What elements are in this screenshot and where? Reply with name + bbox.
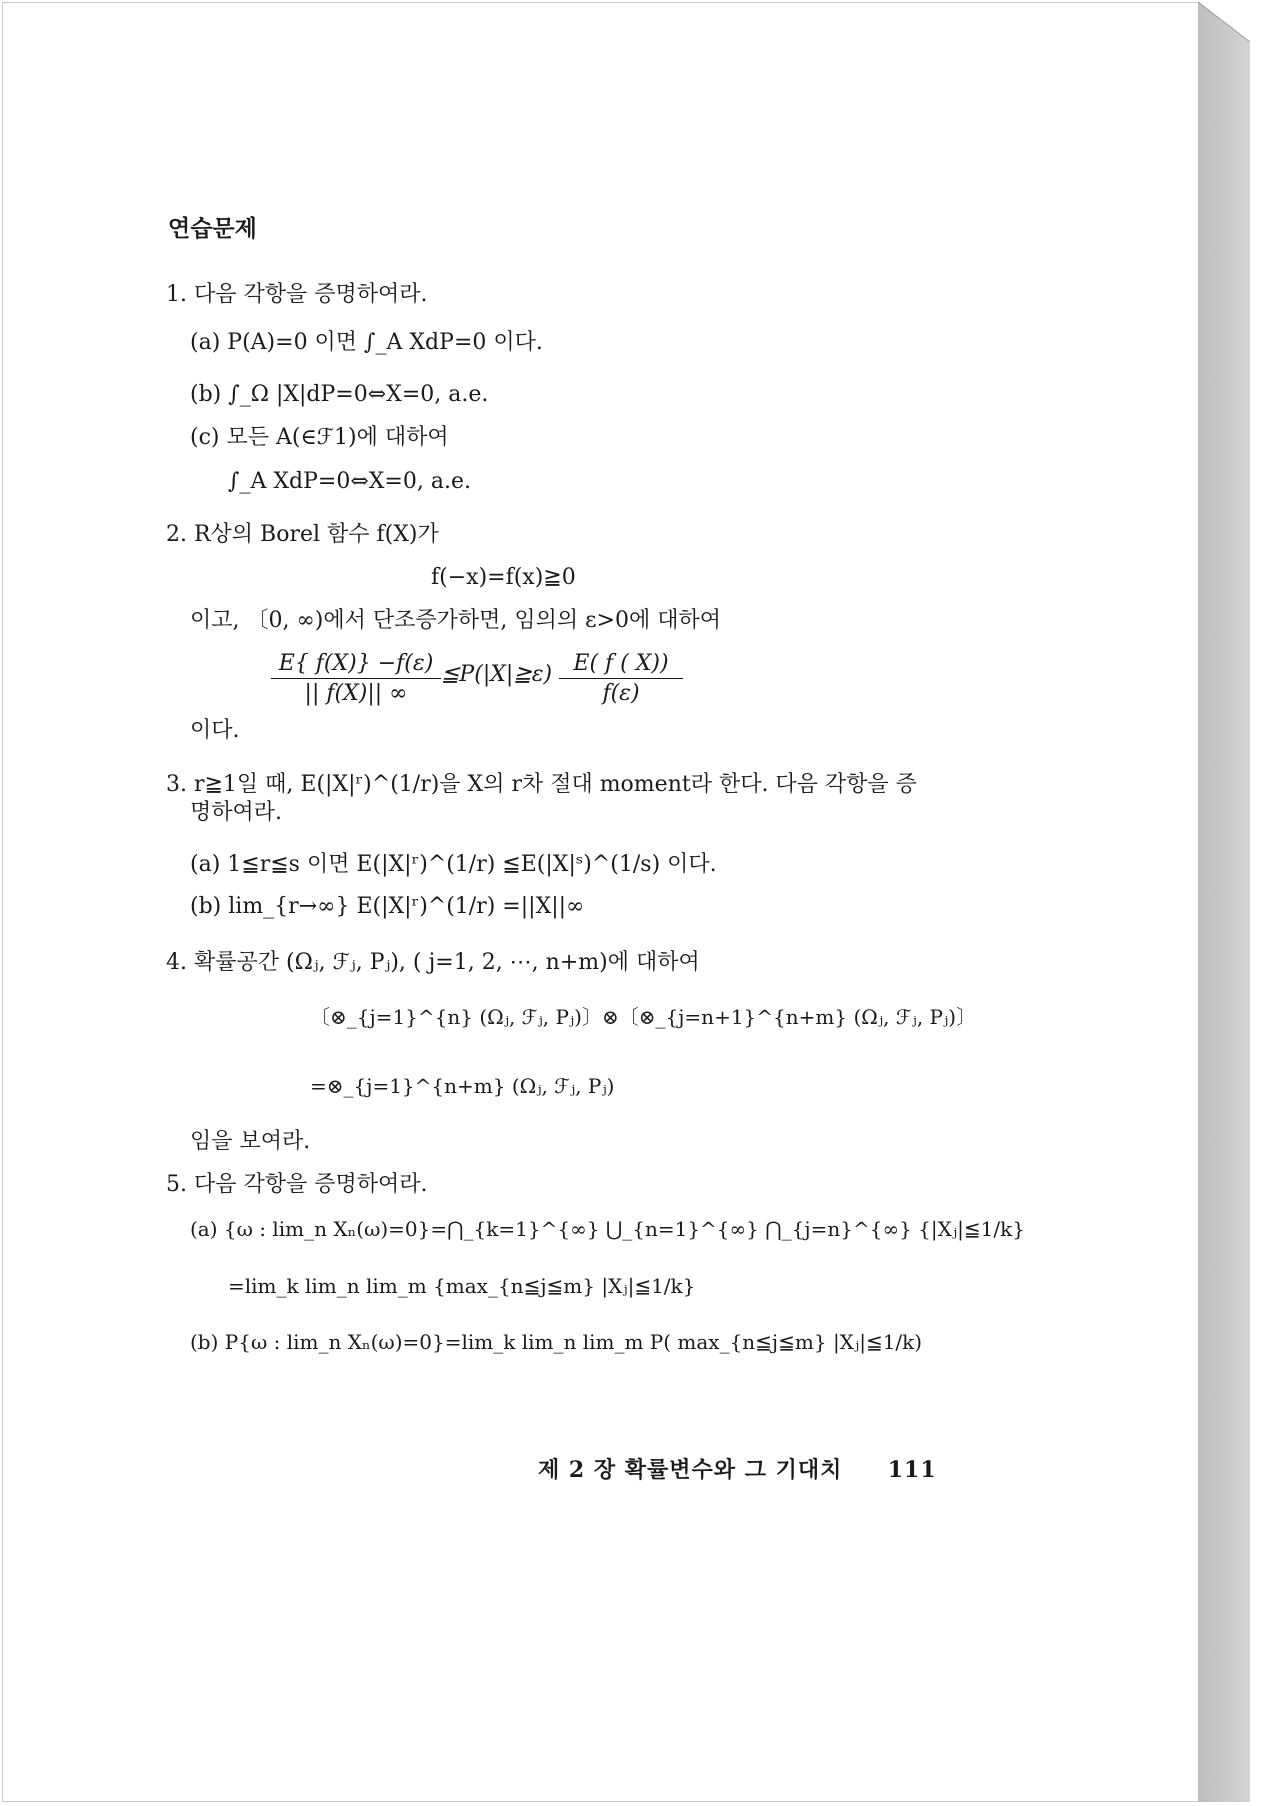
problem-2-fraction-right-denominator: f(ε) xyxy=(602,681,640,706)
problem-4-equation-line2: =⊗_{j=1}^{n+m} (Ωⱼ, ℱⱼ, Pⱼ) xyxy=(310,1074,615,1098)
page-stack-edge xyxy=(1198,2,1278,1802)
problem-4-end: 임을 보여라. xyxy=(190,1129,311,1154)
chapter-footer xyxy=(538,1453,937,1484)
problem-3a: (a) 1≦r≦s 이면 E(|X|ʳ)^(1/r) ≦E(|X|ˢ)^(1/s) 이다. xyxy=(190,852,717,877)
problem-5-intro: 5. 다음 각항을 증명하여라. xyxy=(166,1172,428,1197)
problem-1a: (a) P(A)=0 이면 ∫_A XdP=0 이다. xyxy=(190,330,543,355)
problem-2-condition: 이고, 〔0, ∞)에서 단조증가하면, 임의의 ε>0에 대하여 xyxy=(190,608,721,633)
section-heading: 연습문제 xyxy=(168,216,257,242)
problem-4-equation-line1: 〔⊗_{j=1}^{n} (Ωⱼ, ℱⱼ, Pⱼ)〕⊗〔⊗_{j=n+1}^{n+m} (Ωⱼ, ℱⱼ, Pⱼ)〕 xyxy=(310,1005,977,1029)
chapter-title: 제 2 장 확률변수와 그 기대치 xyxy=(538,1457,843,1483)
problem-2-inequality-middle: ≦P(|X|≧ε) xyxy=(441,662,553,687)
problem-2-fraction-left-denominator: || f(X)|| ∞ xyxy=(304,681,408,706)
problem-1-intro: 1. 다음 각항을 증명하여라. xyxy=(166,282,428,307)
problem-2-fraction-left xyxy=(271,651,441,706)
problem-1c-line1: (c) 모든 A(∈ℱ1)에 대하여 xyxy=(190,425,449,450)
problem-1c-line2: ∫_A XdP=0⇔X=0, a.e. xyxy=(228,469,471,494)
problem-3b: (b) lim_{r→∞} E(|X|ʳ)^(1/r) =||X||∞ xyxy=(190,894,585,919)
problem-3-intro-line1: 3. r≧1일 때, E(|X|ʳ)^(1/r)을 X의 r차 절대 moment라 한다. 다음 각항을 증 xyxy=(166,772,917,797)
page-number: 111 xyxy=(887,1457,937,1483)
problem-5b: (b) P{ω : lim_n Xₙ(ω)=0}=lim_k lim_n lim_m P( max_{n≦j≦m} |Xⱼ|≦1/k) xyxy=(190,1330,923,1354)
problem-2-end: 이다. xyxy=(190,718,240,743)
problem-4-intro: 4. 확률공간 (Ωⱼ, ℱⱼ, Pⱼ), ( j=1, 2, ⋯, n+m)에 대하여 xyxy=(166,950,700,975)
problem-2-fraction-left-numerator: E{ f(X)} −f(ε) xyxy=(271,651,441,679)
problem-5a-line2: =lim_k lim_n lim_m {max_{n≦j≦m} |Xⱼ|≦1/k} xyxy=(228,1274,696,1298)
page-content xyxy=(3,3,1201,1803)
problem-5a-line1: (a) {ω : lim_n Xₙ(ω)=0}=⋂_{k=1}^{∞} ⋃_{n=1}^{∞} ⋂_{j=n}^{∞} {|Xⱼ|≦1/k} xyxy=(190,1217,1025,1241)
problem-3-intro-line2: 명하여라. xyxy=(190,800,283,825)
problem-1b: (b) ∫_Ω |X|dP=0⇔X=0, a.e. xyxy=(190,382,489,407)
problem-2-equation: f(−x)=f(x)≧0 xyxy=(431,565,576,590)
document-page xyxy=(2,2,1200,1802)
problem-2-intro: 2. R상의 Borel 함수 f(X)가 xyxy=(166,522,439,547)
problem-2-fraction-right-numerator: E( f ( X)) xyxy=(559,651,683,679)
problem-2-fraction-right xyxy=(559,651,683,706)
